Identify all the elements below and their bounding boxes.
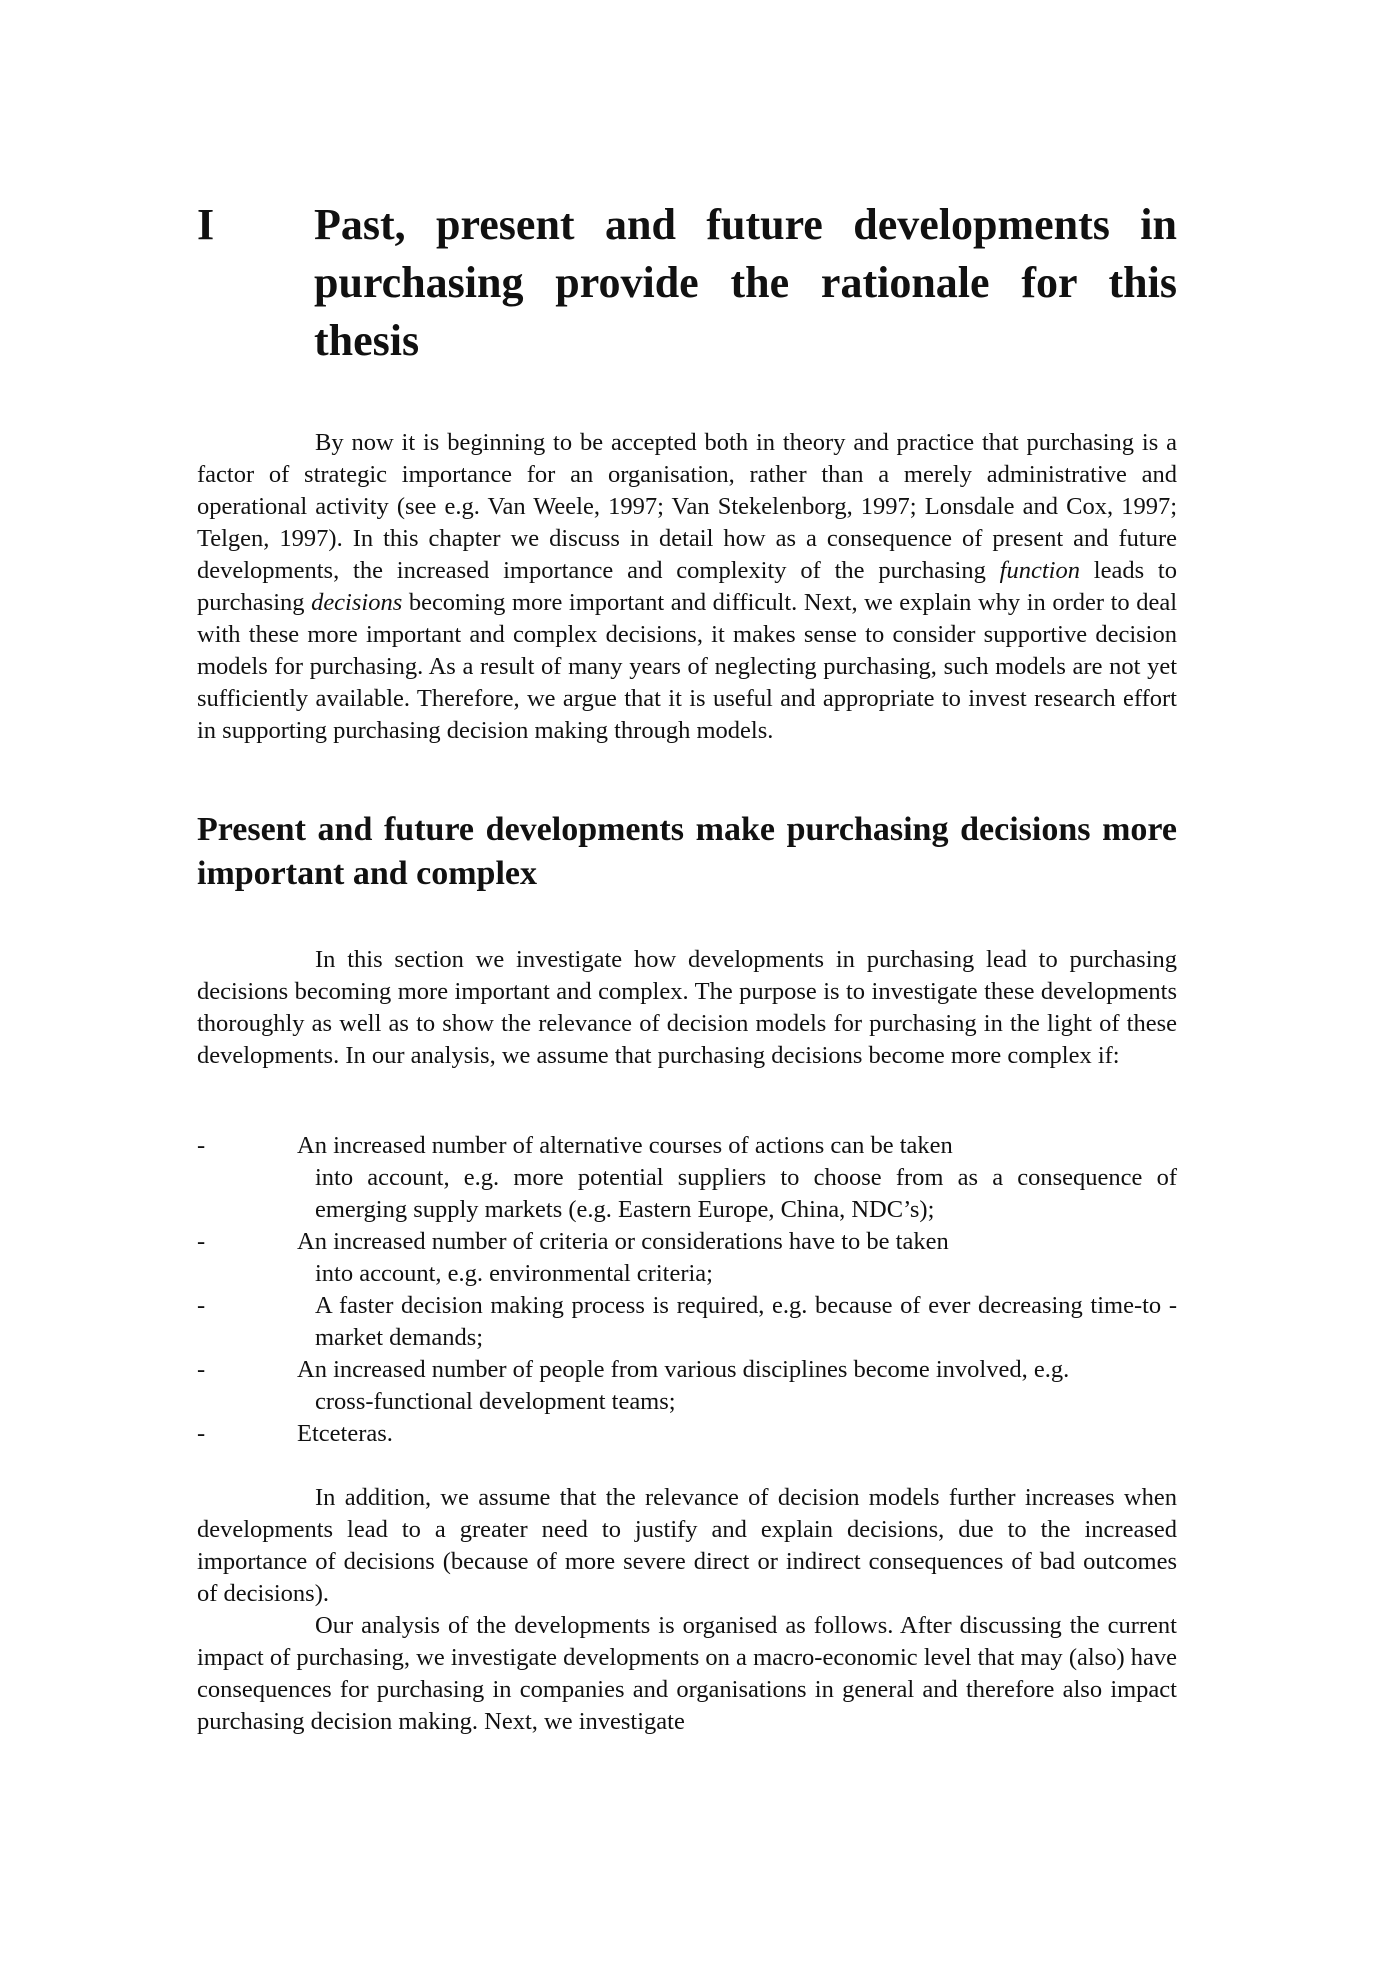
section-paragraph: In this section we investigate how developments in purchasing lead to purchasing decisions becoming more important and complex. The purpose is to investigate these developments thoroughly as well as to show the relevance of decision models for purchasing in the light of these developments. In our analysis, we assume that purchasing decisions become more complex if: [197,946,1177,1069]
intro-text-2: leads to purchasing [197,557,1177,616]
bullet-list [197,1130,1177,1450]
chapter-number: I [197,200,215,249]
intro-emphasis-function: function [999,557,1080,584]
intro-text-3: becoming more important and difficult. Next, we explain why in order to deal with these more important and complex decisions, it makes sense to consider supportive decision models for purchasing. As a result of many years of neglecting purchasing, such models are not yet sufficiently available. Therefore, we argue that it is useful and appropriate to invest research effort in supporting purchasing decision making through models. [197,589,1177,744]
bullet-first-line: An increased number of people from various disciplines become involved, e.g. [297,1356,1070,1383]
bullet-continuation: into account, e.g. environmental criteria; [315,1260,713,1287]
list-item [197,1354,1177,1418]
bullet-dash: - [197,1292,206,1319]
bullet-first-line: Etceteras. [297,1420,393,1447]
intro-emphasis-decisions: decisions [311,589,403,616]
bullet-continuation: A faster decision making process is required, e.g. because of ever decreasing time-to -market demands; [315,1292,1177,1351]
bullet-continuation: cross-functional development teams; [315,1388,676,1415]
intro-text-1: By now it is beginning to be accepted both in theory and practice that purchasing is a factor of strategic importance for an organisation, rather than a merely administrative and operational activity (see e.g. Van Weele, 1997; Van Stekelenborg, 1997; Lonsdale and Cox, 1997; Telgen, 1997). In this chapter we discuss in detail how as a consequence of present and future developments, the increased importance and complexity of the purchasing [197,429,1177,584]
list-item [197,1290,1177,1354]
bullet-dash: - [197,1132,206,1159]
bullet-first-line: An increased number of criteria or considerations have to be taken [297,1228,949,1255]
bullet-dash: - [197,1420,206,1447]
closing-paragraph-1: In addition, we assume that the relevance of decision models further increases when developments lead to a greater need to justify and explain decisions, due to the increased importance of decisions (because of more severe direct or indirect consequences of bad outcomes of decisions). [197,1484,1177,1607]
chapter-title: Past, present and future developments in purchasing provide the rationale for this thesis [314,200,1177,365]
bullet-first-line: An increased number of alternative courses of actions can be taken [297,1132,953,1159]
bullet-continuation: into account, e.g. more potential suppliers to choose from as a consequence of emerging supply markets (e.g. Eastern Europe, China, NDC’s); [315,1164,1177,1223]
section-heading: Present and future developments make purchasing decisions more important and complex [197,811,1177,892]
list-item [197,1226,1177,1290]
closing-paragraph-2: Our analysis of the developments is organised as follows. After discussing the current impact of purchasing, we investigate developments on a macro-economic level that may (also) have consequences for purchasing in companies and organisations in general and therefore also impact purchasing decision making. Next, we investigate [197,1612,1177,1735]
list-item [197,1130,1177,1226]
intro-paragraph [197,427,1177,747]
list-item [197,1418,1177,1450]
bullet-dash: - [197,1228,206,1255]
bullet-dash: - [197,1356,206,1383]
